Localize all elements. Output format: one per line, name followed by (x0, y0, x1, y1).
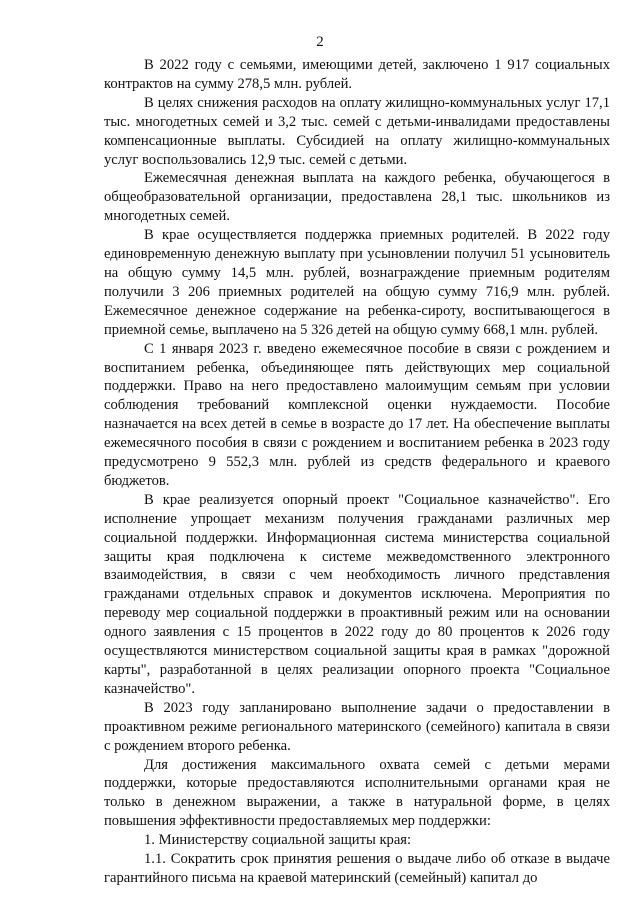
paragraph-social-treasury: В крае реализуется опорный проект "Социальное казначейство". Его исполнение упрощает механизм получения гражданами различных мер социальной поддержки. Информационная система министерства социальной защиты края подключена к системе межведомственного электронного взаимодействия, в связи с чем необходимость личного представления гражданами отдельных справок и документов исключена. Мероприятия по переводу мер социальной поддержки в проактивный режим или на основании одного заявления с 15 процентов в 2022 году до 80 процентов к 2026 году осуществляются министерством социальной защиты края в рамках "дорожной карты", разработанной в целях реализации опорного проекта "Социальное казначейство". (104, 491, 610, 697)
paragraph-monthly-allowance: С 1 января 2023 г. введено ежемесячное пособие в связи с рождением и воспитанием ребенка, объединяющее пять действующих мер социальной поддержки. Право на него предоставлено малоимущим семьям при условии соблюдения требований комплексной оценки нуждаемости. Пособие назначается на всех детей в семье в возрасте до 17 лет. На обеспечение выплаты ежемесячного пособия в связи с рождением и воспитанием ребенка в 2023 году предусмотрено 9 552,3 млн. рублей из средств федерального и краевого бюджетов. (104, 340, 610, 489)
paragraph-item-1: 1. Министерству социальной защиты края: (144, 832, 412, 849)
paragraph-maternity-capital: В 2023 году запланировано выполнение задачи о предоставлении в проактивном режиме регионального материнского (семейного) капитала в связи с рождением второго ребенка. (104, 699, 610, 754)
paragraph-student-payment: Ежемесячная денежная выплата на каждого ребенка, обучающегося в общеобразовательной организации, предоставлена 28,1 тыс. школьников из многодетных семей. (104, 170, 610, 225)
paragraph-social-contracts: В 2022 году с семьями, имеющими детей, заключено 1 917 социальных контрактов на сумму 278,5 млн. рублей. (104, 57, 610, 92)
paragraph-foster-parents: В крае осуществляется поддержка приемных родителей. В 2022 году единовременную денежную выплату при усыновлении получил 51 усыновитель на общую сумму 14,5 млн. рублей, вознаграждение приемным родителям получили 3 206 приемных родителей на общую сумму 716,9 млн. рублей. Ежемесячное денежное содержание на ребенка-сироту, воспитывающегося в приемной семье, выплачено на 5 326 детей на общую сумму 668,1 млн. рублей. (104, 227, 610, 338)
document-body (104, 56, 610, 888)
paragraph-item-1-1: 1.1. Сократить срок принятия решения о выдаче либо об отказе в выдаче гарантийного письма на краевой материнский (семейный) капитал до (104, 851, 610, 886)
paragraph-housing-compensation: В целях снижения расходов на оплату жилищно-коммунальных услуг 17,1 тыс. многодетных семей и 3,2 тыс. семей с детьми-инвалидами предоставлены компенсационные выплаты. Субсидией на оплату жилищно-коммунальных услуг воспользовались 12,9 тыс. семей с детьми. (104, 94, 610, 168)
paragraph-coverage-goal: Для достижения максимального охвата семей с детьми мерами поддержки, которые предоставляются исполнительными органами края не только в денежном выражении, а также в натуральной форме, в целях повышения эффективности предоставляемых мер поддержки: (104, 756, 610, 830)
page-number: 2 (316, 34, 324, 50)
